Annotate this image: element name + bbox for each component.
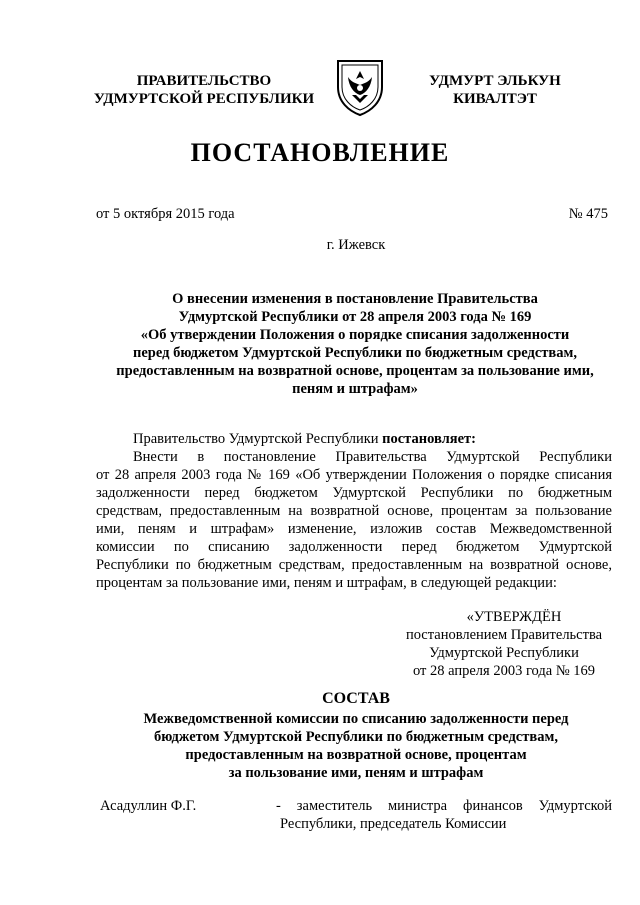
member-role <box>276 797 612 833</box>
approval-line: «УТВЕРЖДЁН <box>466 609 562 625</box>
approval-block <box>398 608 610 680</box>
composition-subtitle-line: бюджетом Удмуртской Республики по бюджетным средствам, <box>154 729 558 745</box>
approval-line: Удмуртской Республики <box>429 645 579 661</box>
composition-subtitle-line: за пользование ими, пеням и штрафам <box>228 765 484 781</box>
paragraph-line: задолженности перед бюджетом Удмуртской Республики по бюджетным <box>96 485 612 501</box>
subject-line: О внесении изменения в постановление Правительства <box>172 291 538 307</box>
member-role-line: Республики, председатель Комиссии <box>280 816 507 832</box>
subject-line: «Об утверждении Положения о порядке списания задолженности <box>140 327 570 343</box>
composition-subtitle <box>80 710 632 782</box>
header-left <box>84 72 324 108</box>
composition-subtitle-line: Межведомственной комиссии по списанию задолженности перед <box>143 711 569 727</box>
paragraph-line: Республики по бюджетным средствам, предоставленным на возвратной основе, <box>96 557 612 573</box>
paragraph-line: процентам за пользование ими, пеням и штрафам, в следующей редакции: <box>96 575 557 591</box>
coat-of-arms-icon <box>334 57 386 117</box>
subject-line: предоставленным на возвратной основе, процентам за пользование ими, <box>116 363 594 379</box>
paragraph-line: Внести в постановление Правительства Удмуртской Республики <box>133 449 612 465</box>
header-left-line1: ПРАВИТЕЛЬСТВО <box>136 73 272 89</box>
composition-subtitle-line: предоставленным на возвратной основе, процентам <box>185 747 527 763</box>
subject-line: Удмуртской Республики от 28 апреля 2003 года № 169 <box>178 309 532 325</box>
document-subject <box>80 290 630 398</box>
paragraph-line: от 28 апреля 2003 года № 169 «Об утверждении Положения о порядке списания <box>96 467 612 483</box>
preamble-text: Правительство Удмуртской Республики <box>133 431 383 447</box>
member-role-line: - заместитель министра финансов Удмуртской <box>276 798 612 814</box>
approval-line: от 28 апреля 2003 года № 169 <box>412 663 596 679</box>
document-city: г. Ижевск <box>326 237 386 253</box>
header-right <box>400 72 590 108</box>
member-name: Асадуллин Ф.Г. <box>100 798 197 814</box>
paragraph-line: средствам, предоставленным на возвратной основе, процентам за пользование <box>96 503 612 519</box>
header-left-line2: УДМУРТСКОЙ РЕСПУБЛИКИ <box>93 91 315 107</box>
document-number: № 475 <box>568 206 608 222</box>
main-paragraph <box>96 448 612 592</box>
preamble <box>133 430 476 448</box>
subject-line: перед бюджетом Удмуртской Республики по бюджетным средствам, <box>133 345 577 361</box>
composition-title: СОСТАВ <box>322 690 390 707</box>
paragraph-line: ими, пеням и штрафам» изменение, изложив состав Межведомственной <box>96 521 612 537</box>
approval-line: постановлением Правительства <box>405 627 603 643</box>
document-date: от 5 октября 2015 года <box>96 206 235 222</box>
header-right-line2: КИВАЛТЭТ <box>453 91 537 107</box>
subject-line: пеням и штрафам» <box>292 381 418 397</box>
paragraph-line: комиссии по списанию задолженности перед бюджетом Удмуртской <box>96 539 612 555</box>
preamble-bold: постановляет: <box>382 431 476 447</box>
document-title: ПОСТАНОВЛЕНИЕ <box>190 138 450 167</box>
header-right-line1: УДМУРТ ЭЛЬКУН <box>429 73 561 89</box>
